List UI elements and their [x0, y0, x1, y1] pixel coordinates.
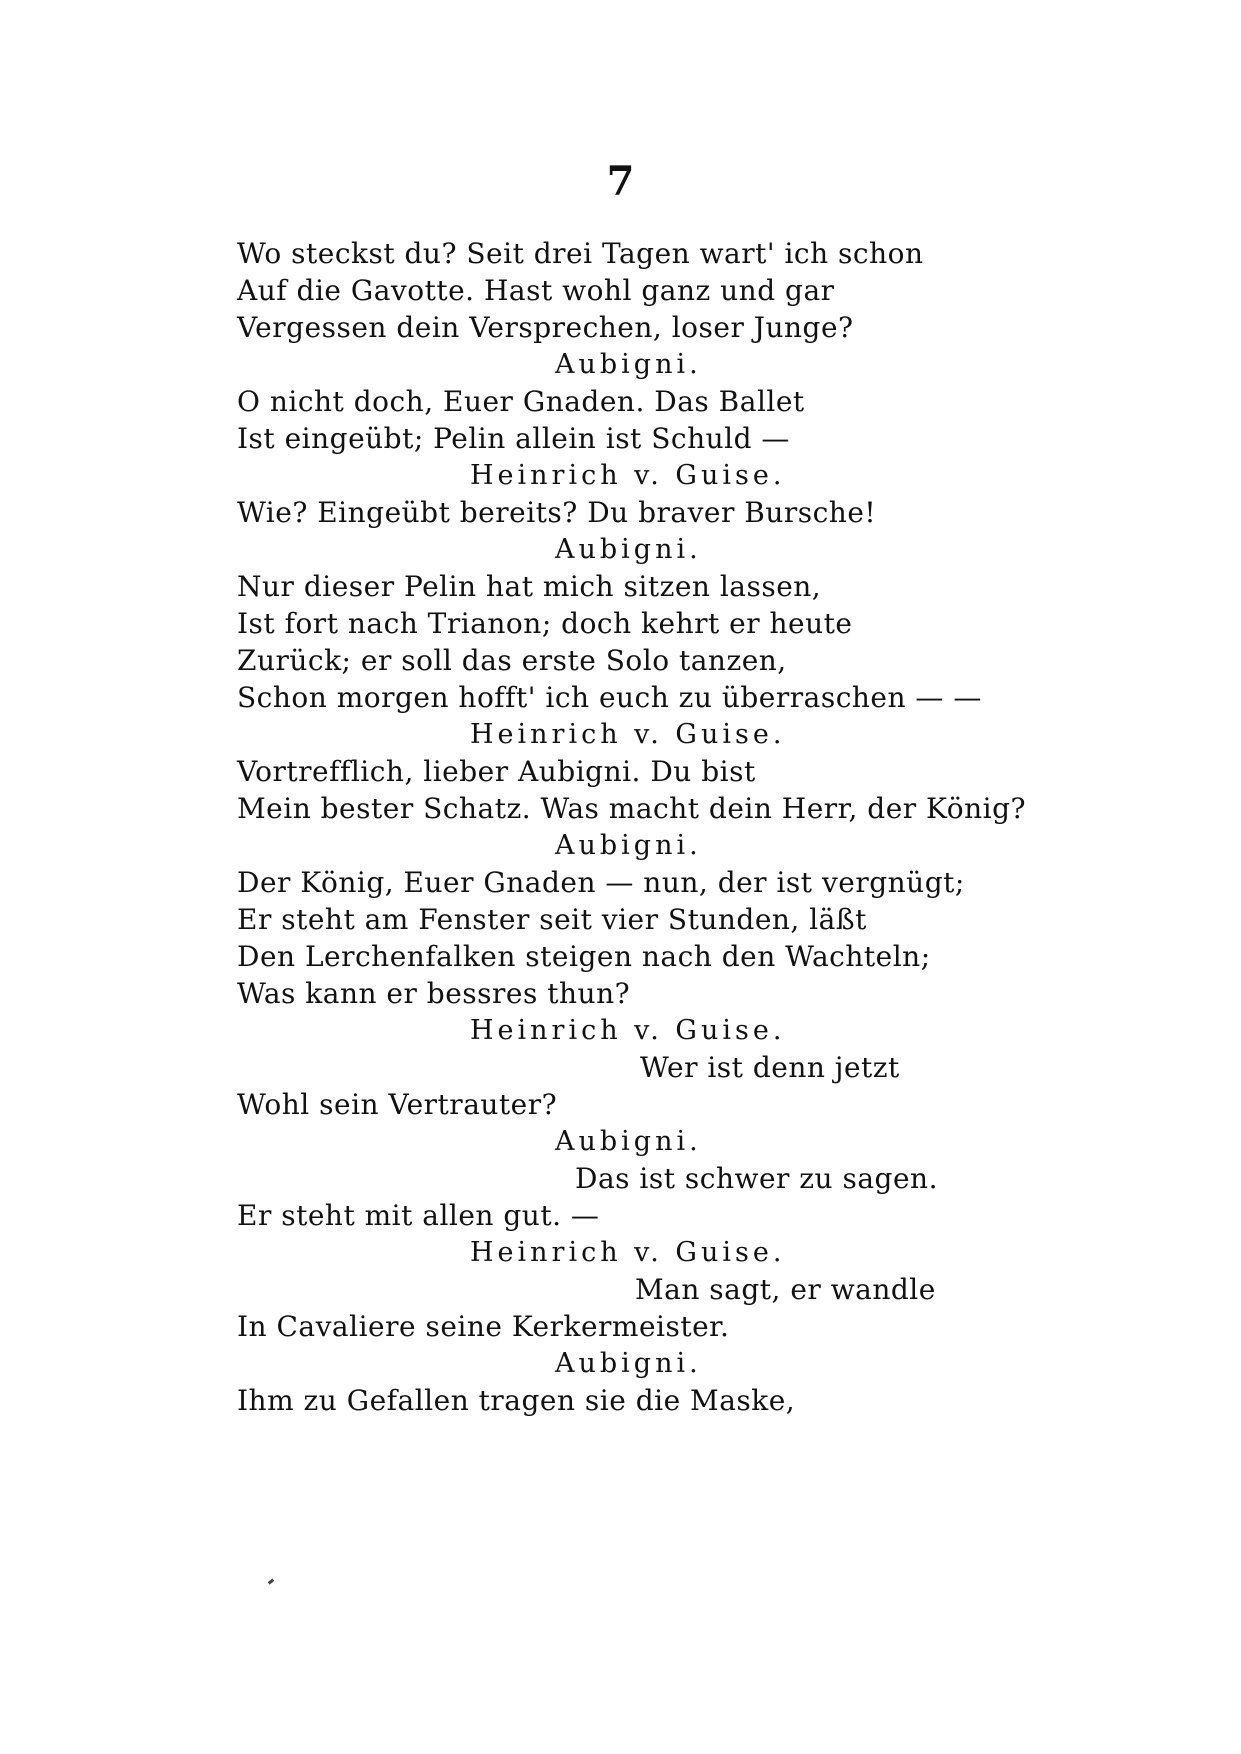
verse-line: Vortrefflich, lieber Aubigni. Du bist [237, 755, 756, 788]
verse-line: Der König, Euer Gnaden — nun, der ist vergnügt; [237, 866, 965, 899]
verse-line: O nicht doch, Euer Gnaden. Das Ballet [237, 385, 805, 418]
page-number: 7 [606, 158, 635, 205]
verse-line: Den Lerchenfalken steigen nach den Wachteln; [237, 940, 931, 973]
verse-line: Ist eingeübt; Pelin allein ist Schuld — [237, 422, 790, 455]
speaker-name: Aubigni. [555, 830, 702, 861]
verse-line: Ist fort nach Trianon; doch kehrt er heute [237, 607, 853, 640]
verse-line: Wie? Eingeübt bereits? Du braver Bursche! [237, 496, 877, 529]
speaker-name: Heinrich v. Guise. [470, 1015, 786, 1046]
speaker-name: Aubigni. [555, 1348, 702, 1379]
speaker-name: Aubigni. [555, 534, 702, 565]
verse-line: Mein bester Schatz. Was macht dein Herr, der König? [237, 792, 1027, 825]
verse-line-continuation: Das ist schwer zu sagen. [575, 1162, 938, 1195]
verse-line: Wo steckst du? Seit drei Tagen wart' ich schon [237, 237, 924, 270]
verse-line: Auf die Gavotte. Hast wohl ganz und gar [237, 274, 835, 307]
verse-line: Schon morgen hofft' ich euch zu überraschen — — [237, 681, 982, 714]
verse-line: Vergessen dein Versprechen, loser Junge? [237, 311, 854, 344]
verse-line: Nur dieser Pelin hat mich sitzen lassen, [237, 570, 822, 603]
verse-line: Er steht am Fenster seit vier Stunden, läßt [237, 903, 867, 936]
verse-line: Er steht mit allen gut. — [237, 1199, 600, 1232]
speaker-name: Heinrich v. Guise. [470, 460, 786, 491]
drama-text [0, 237, 1241, 1580]
speaker-name: Aubigni. [555, 1126, 702, 1157]
verse-line: Was kann er bessres thun? [237, 977, 631, 1010]
verse-line: Wohl sein Vertrauter? [237, 1088, 558, 1121]
speaker-name: Heinrich v. Guise. [470, 719, 786, 750]
verse-line-continuation: Man sagt, er wandle [635, 1273, 936, 1306]
verse-line: Ihm zu Gefallen tragen sie die Maske, [237, 1384, 796, 1417]
verse-line-continuation: Wer ist denn jetzt [640, 1051, 900, 1084]
verse-line: Zurück; er soll das erste Solo tanzen, [237, 644, 787, 677]
verse-line: In Cavaliere seine Kerkermeister. [237, 1310, 730, 1343]
speaker-name: Heinrich v. Guise. [470, 1237, 786, 1268]
speaker-name: Aubigni. [555, 349, 702, 380]
